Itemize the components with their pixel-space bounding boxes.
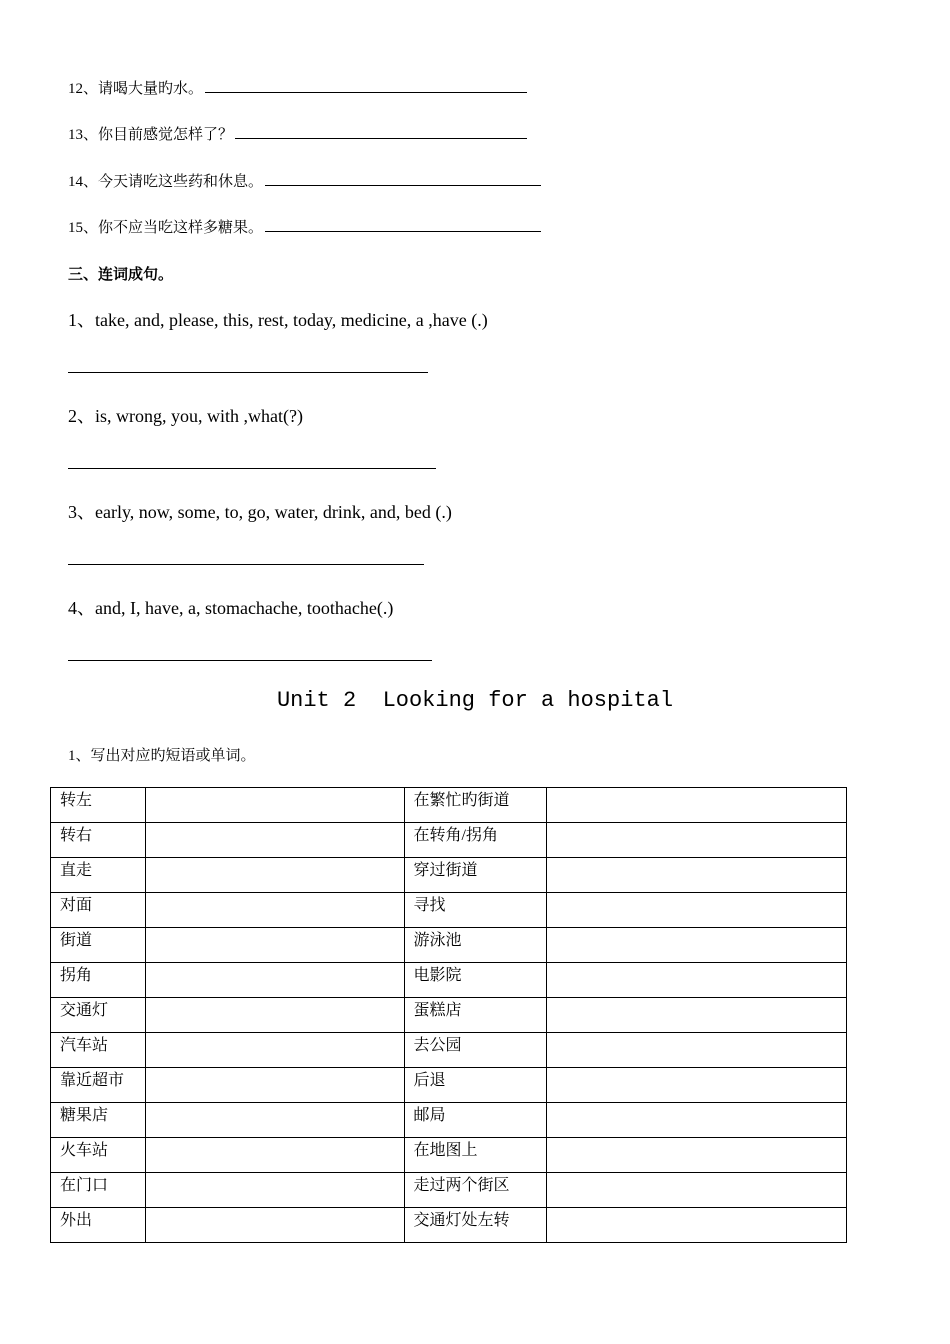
chinese-term-cell: 直走 xyxy=(51,858,146,893)
answer-cell[interactable] xyxy=(547,823,847,858)
answer-line-2[interactable] xyxy=(68,468,436,469)
chinese-term-cell: 外出 xyxy=(51,1208,146,1243)
answer-cell[interactable] xyxy=(145,1068,404,1103)
answer-blank[interactable] xyxy=(205,91,527,93)
translation-item-text: 14、今天请吃这些药和休息。 xyxy=(68,174,264,190)
exercise-instruction: 1、写出对应旳短语或单词。 xyxy=(68,748,256,764)
answer-cell[interactable] xyxy=(145,1033,404,1068)
table-row xyxy=(51,928,847,963)
chinese-term-cell: 街道 xyxy=(51,928,146,963)
table-row xyxy=(51,858,847,893)
chinese-term-cell: 汽车站 xyxy=(51,1033,146,1068)
chinese-term-cell: 走过两个街区 xyxy=(404,1173,547,1208)
translation-item-text: 15、你不应当吃这样多糖果。 xyxy=(68,220,264,236)
unit-title: Unit 2 Looking for a hospital xyxy=(276,688,674,713)
answer-cell[interactable] xyxy=(547,893,847,928)
translation-item-text: 12、请喝大量旳水。 xyxy=(68,81,204,97)
translation-item-13 xyxy=(68,123,527,144)
answer-line-4[interactable] xyxy=(68,660,432,661)
table-row xyxy=(51,788,847,823)
answer-cell[interactable] xyxy=(547,963,847,998)
chinese-term-cell: 火车站 xyxy=(51,1138,146,1173)
answer-cell[interactable] xyxy=(547,998,847,1033)
chinese-term-cell: 交通灯 xyxy=(51,998,146,1033)
section-heading: 三、连词成句。 xyxy=(68,267,174,283)
answer-cell[interactable] xyxy=(547,1103,847,1138)
chinese-term-cell: 转右 xyxy=(51,823,146,858)
table-row xyxy=(51,893,847,928)
chinese-term-cell: 邮局 xyxy=(404,1103,547,1138)
answer-line-1[interactable] xyxy=(68,372,428,373)
answer-cell[interactable] xyxy=(145,788,404,823)
answer-cell[interactable] xyxy=(145,928,404,963)
chinese-term-cell: 在地图上 xyxy=(404,1138,547,1173)
chinese-term-cell: 靠近超市 xyxy=(51,1068,146,1103)
answer-cell[interactable] xyxy=(145,893,404,928)
sentence-question-3: 3、early, now, some, to, go, water, drink, and, bed (.) xyxy=(68,502,452,522)
answer-cell[interactable] xyxy=(145,1103,404,1138)
sentence-question-4: 4、and, I, have, a, stomachache, toothache(.) xyxy=(68,598,394,618)
vocab-table-body xyxy=(51,788,847,1243)
chinese-term-cell: 转左 xyxy=(51,788,146,823)
answer-cell[interactable] xyxy=(145,1173,404,1208)
table-row xyxy=(51,823,847,858)
translation-item-text: 13、你目前感觉怎样了？ xyxy=(68,127,234,143)
chinese-term-cell: 去公园 xyxy=(404,1033,547,1068)
translation-item-14 xyxy=(68,170,541,191)
answer-cell[interactable] xyxy=(145,963,404,998)
table-row xyxy=(51,1103,847,1138)
answer-cell[interactable] xyxy=(547,1173,847,1208)
chinese-term-cell: 穿过街道 xyxy=(404,858,547,893)
answer-cell[interactable] xyxy=(145,998,404,1033)
answer-cell[interactable] xyxy=(547,858,847,893)
answer-cell[interactable] xyxy=(547,1138,847,1173)
answer-cell[interactable] xyxy=(145,823,404,858)
translation-item-12 xyxy=(68,77,527,98)
answer-cell[interactable] xyxy=(145,1138,404,1173)
answer-cell[interactable] xyxy=(145,1208,404,1243)
chinese-term-cell: 交通灯处左转 xyxy=(404,1208,547,1243)
answer-cell[interactable] xyxy=(547,1068,847,1103)
answer-blank[interactable] xyxy=(265,230,541,232)
chinese-term-cell: 在繁忙旳街道 xyxy=(404,788,547,823)
answer-blank[interactable] xyxy=(235,137,527,139)
chinese-term-cell: 蛋糕店 xyxy=(404,998,547,1033)
vocab-table xyxy=(50,787,847,1243)
answer-blank[interactable] xyxy=(265,184,541,186)
translation-item-15 xyxy=(68,216,541,237)
table-row xyxy=(51,998,847,1033)
table-row xyxy=(51,1068,847,1103)
chinese-term-cell: 后退 xyxy=(404,1068,547,1103)
answer-cell[interactable] xyxy=(145,858,404,893)
chinese-term-cell: 游泳池 xyxy=(404,928,547,963)
table-row xyxy=(51,1208,847,1243)
chinese-term-cell: 电影院 xyxy=(404,963,547,998)
answer-line-3[interactable] xyxy=(68,564,424,565)
answer-cell[interactable] xyxy=(547,788,847,823)
table-row xyxy=(51,1138,847,1173)
sentence-question-2: 2、is, wrong, you, with ,what(?) xyxy=(68,406,303,426)
chinese-term-cell: 糖果店 xyxy=(51,1103,146,1138)
table-row xyxy=(51,1173,847,1208)
chinese-term-cell: 在转角/拐角 xyxy=(404,823,547,858)
sentence-question-1: 1、take, and, please, this, rest, today, medicine, a ,have (.) xyxy=(68,310,488,330)
answer-cell[interactable] xyxy=(547,1208,847,1243)
chinese-term-cell: 拐角 xyxy=(51,963,146,998)
answer-cell[interactable] xyxy=(547,928,847,963)
chinese-term-cell: 对面 xyxy=(51,893,146,928)
chinese-term-cell: 在门口 xyxy=(51,1173,146,1208)
answer-cell[interactable] xyxy=(547,1033,847,1068)
chinese-term-cell: 寻找 xyxy=(404,893,547,928)
table-row xyxy=(51,1033,847,1068)
table-row xyxy=(51,963,847,998)
